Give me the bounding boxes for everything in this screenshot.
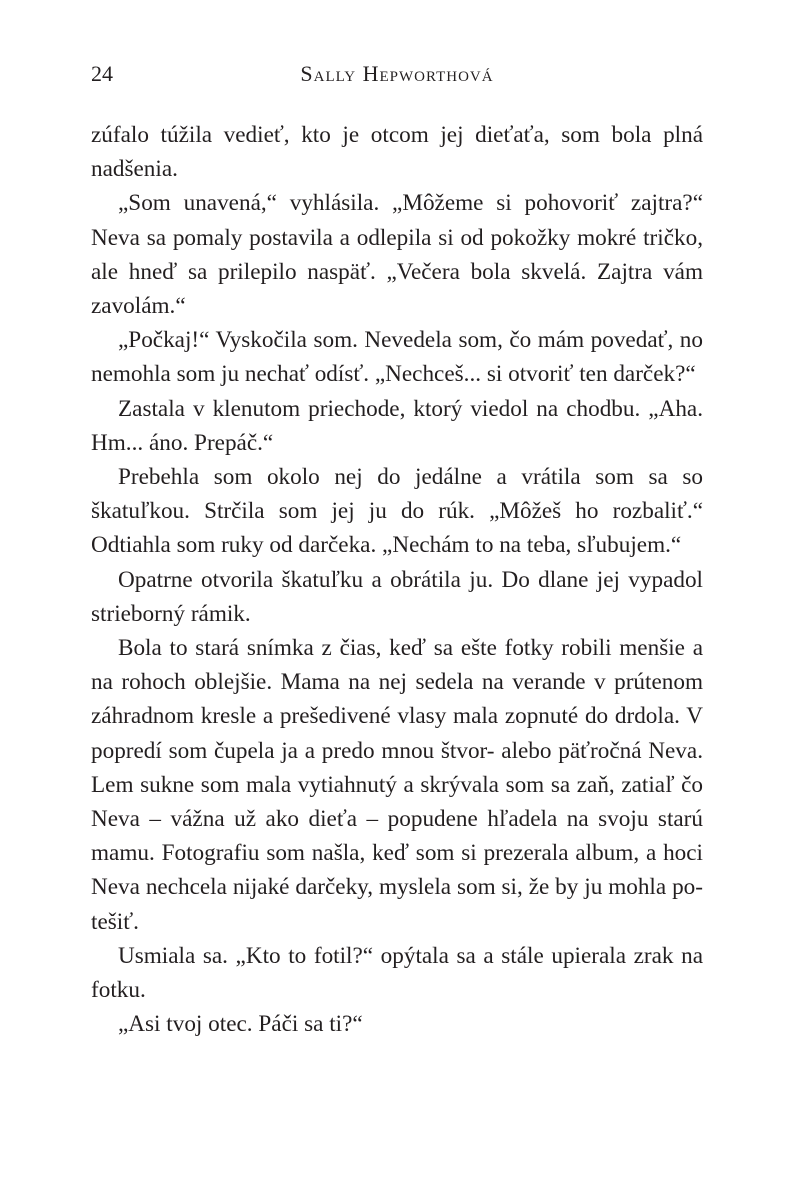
paragraph: Prebehla som okolo nej do jedálne a vrátila som sa so škatuľkou. Strčila som jej ju do rúk. „Môžeš ho rozbaliť.“ Odtiahla som ruky od darčeka. „Nechám to na teba, sľubujem.“ [91,464,703,559]
paragraph: Bola to stará snímka z čias, keď sa ešte fotky robili menšie a na rohoch oblejšie. Mama na nej sedela na verande v prútenom záhradnom kresle a prešedivené vlasy mala zopnuté do drdola. V popredí som čupela ja a predo mnou štvor- alebo päťročná Neva. Lem sukne som mala vytiahnutý a skrývala som sa zaň, zatiaľ čo Neva – vážna už ako dieťa – popudene hľadela na svoju starú mamu. Fotografiu som našla, keď som si prezerala album, a hoci Neva nechcela nijaké darčeky, myslela som si, že by ju mohla potešiť. [91,635,703,935]
page-number: 24 [91,61,113,86]
running-head-author: Sally Hepworthová [300,61,494,86]
paragraph: „Som unavená,“ vyhlásila. „Môžeme si pohovoriť zajtra?“ Neva sa pomaly postavila a odlepila si od pokožky mokré tričko, ale hneď sa prilepilo naspäť. „Večera bola skvelá. Zajtra vám zavolám.“ [91,190,703,320]
page-header [91,59,703,93]
paragraph: Zastala v klenutom priechode, ktorý viedol na chodbu. „Aha. Hm... áno. Prepáč.“ [91,395,703,456]
paragraph: „Asi tvoj otec. Páči sa ti?“ [118,1011,363,1038]
paragraph: Opatrne otvorila škatuľku a obrátila ju. Do dlane jej vypadol strieborný rámik. [91,566,703,627]
paragraph: zúfalo túžila vedieť, kto je otcom jej dieťaťa, som bola plná nadšenia. [91,122,703,183]
paragraph: „Počkaj!“ Vyskočila som. Nevedela som, čo mám povedať, no nemohla som ju nechať odísť. „Nechceš... si otvoriť ten darček?“ [91,327,703,388]
body-text [91,118,703,1041]
paragraph: Usmiala sa. „Kto to fotil?“ opýtala sa a stále upierala zrak na fotku. [91,942,703,1004]
